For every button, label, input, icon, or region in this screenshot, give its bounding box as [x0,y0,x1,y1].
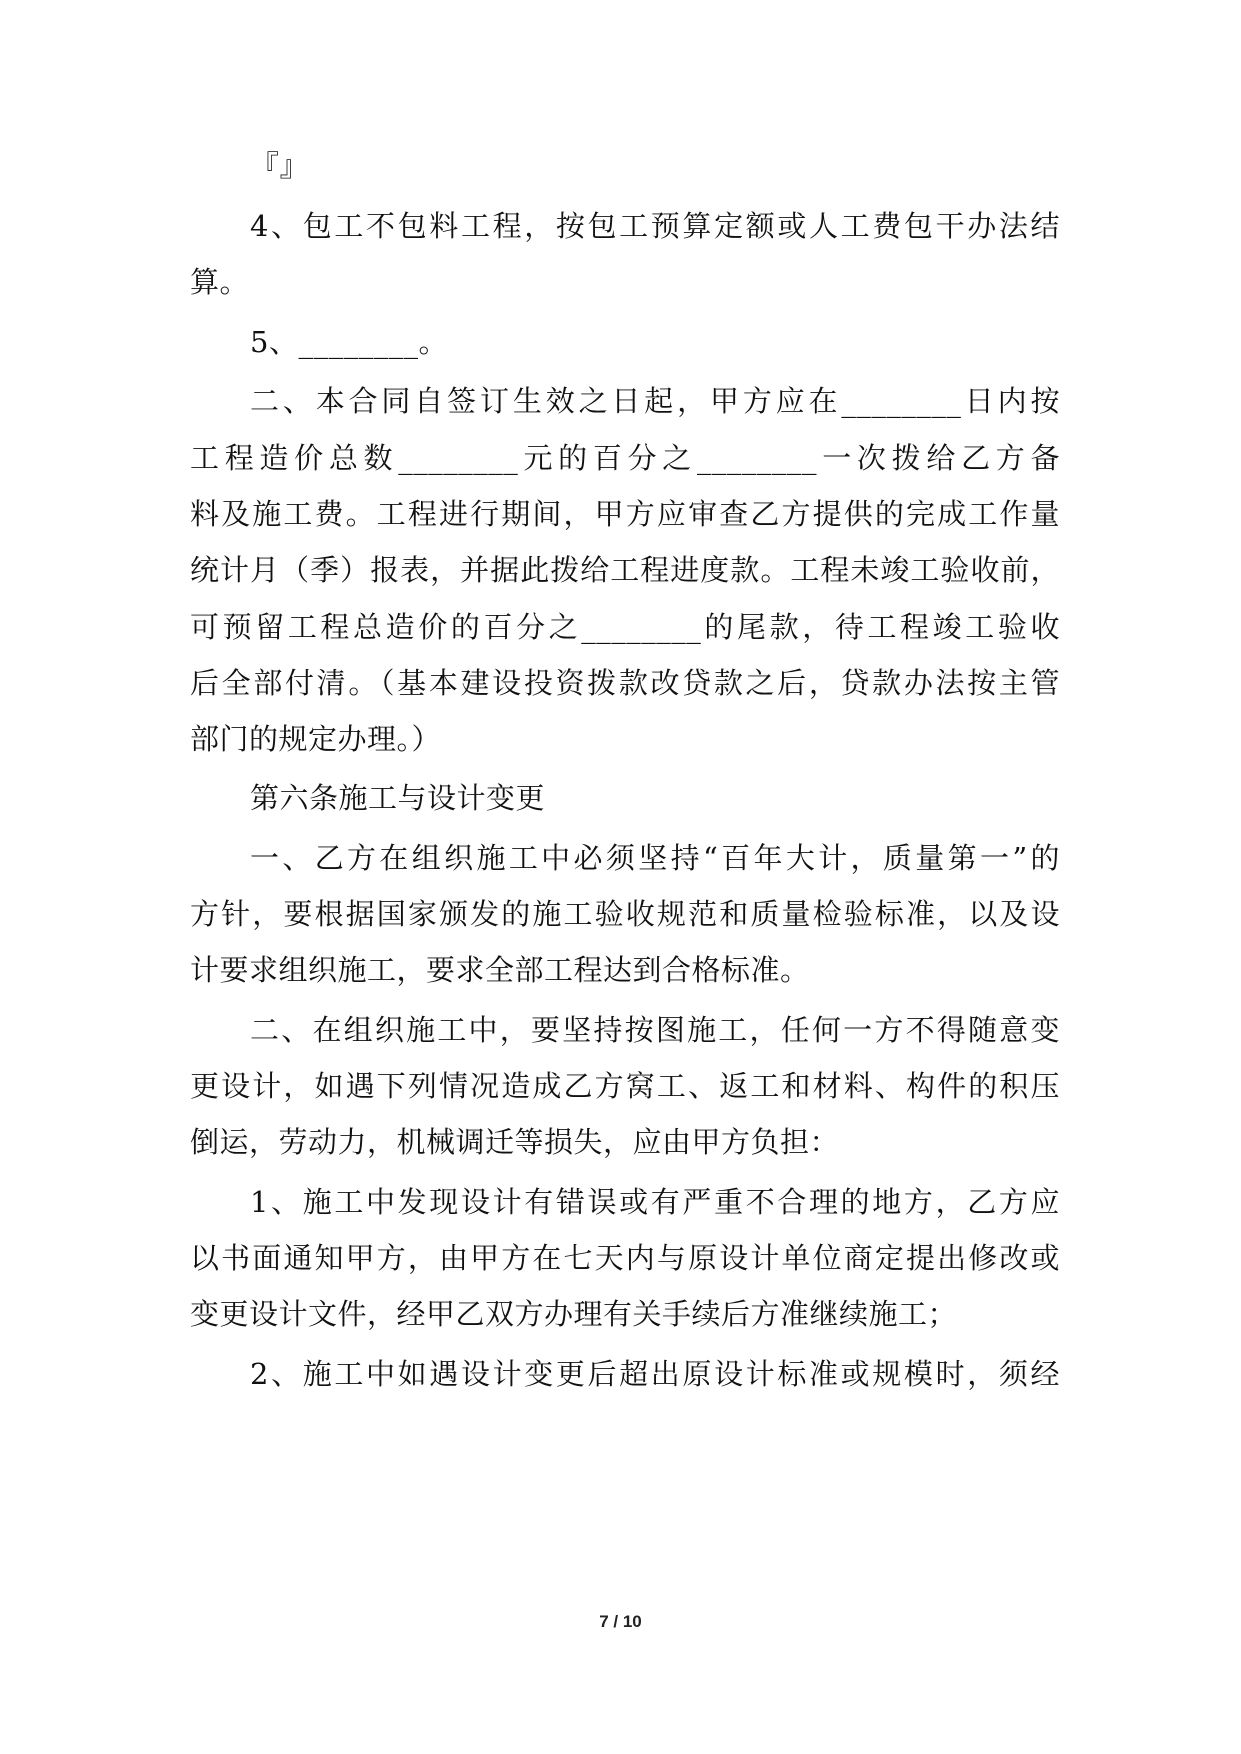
section-2-line-4: 统计月（季）报表，并据此拨给工程进度款。工程未竣工验收前， [190,553,1060,587]
clause-4-line-1: 4、包工不包料工程，按包工预算定额或人工费包干办法结 [250,209,1060,243]
section-2-line-7: 部门的规定办理。） [190,722,442,756]
article-6-item-1-line-2: 方针，要根据国家颁发的施工验收规范和质量检验标准，以及设 [190,897,1060,931]
subitem-2-line-1: 2、施工中如遇设计变更后超出原设计标准或规模时，须经 [250,1357,1060,1391]
article-6-item-1-line-1: 一、乙方在组织施工中必须坚持“百年大计，质量第一”的 [250,841,1060,875]
subitem-1-line-1: 1、施工中发现设计有错误或有严重不合理的地方，乙方应 [250,1185,1060,1219]
subitem-1-line-2: 以书面通知甲方，由甲方在七天内与原设计单位商定提出修改或 [190,1241,1060,1275]
section-2-line-6: 后全部付清。（基本建设投资拨款改贷款之后，贷款办法按主管 [190,666,1060,700]
article-6-item-2-line-2: 更设计，如遇下列情况造成乙方窝工、返工和材料、构件的积压 [190,1069,1060,1103]
clause-5-line: 5、________。 [250,325,448,359]
clause-4-line-2: 算。 [190,265,250,299]
section-2-line-3: 料及施工费。工程进行期间，甲方应审查乙方提供的完成工作量 [190,497,1060,531]
article-6-item-2-line-3: 倒运，劳动力，机械调迁等损失，应由甲方负担： [190,1125,840,1159]
page-number: 7 / 10 [599,1612,642,1631]
article-6-heading: 第六条施工与设计变更 [250,781,546,815]
section-2-line-1: 二、本合同自签订生效之日起，甲方应在________日内按 [250,384,1060,418]
subitem-1-line-3: 变更设计文件，经甲乙双方办理有关手续后方准继续施工； [190,1297,958,1331]
article-6-item-1-line-3: 计要求组织施工，要求全部工程达到合格标准。 [190,953,810,987]
section-2-line-2: 工程造价总数________元的百分之________一次拨给乙方备 [190,441,1060,475]
bracket-line: 『』 [250,149,310,183]
section-2-line-5: 可预留工程总造价的百分之________的尾款，待工程竣工验收 [190,610,1060,644]
article-6-item-2-line-1: 二、在组织施工中，要坚持按图施工，任何一方不得随意变 [250,1013,1060,1047]
